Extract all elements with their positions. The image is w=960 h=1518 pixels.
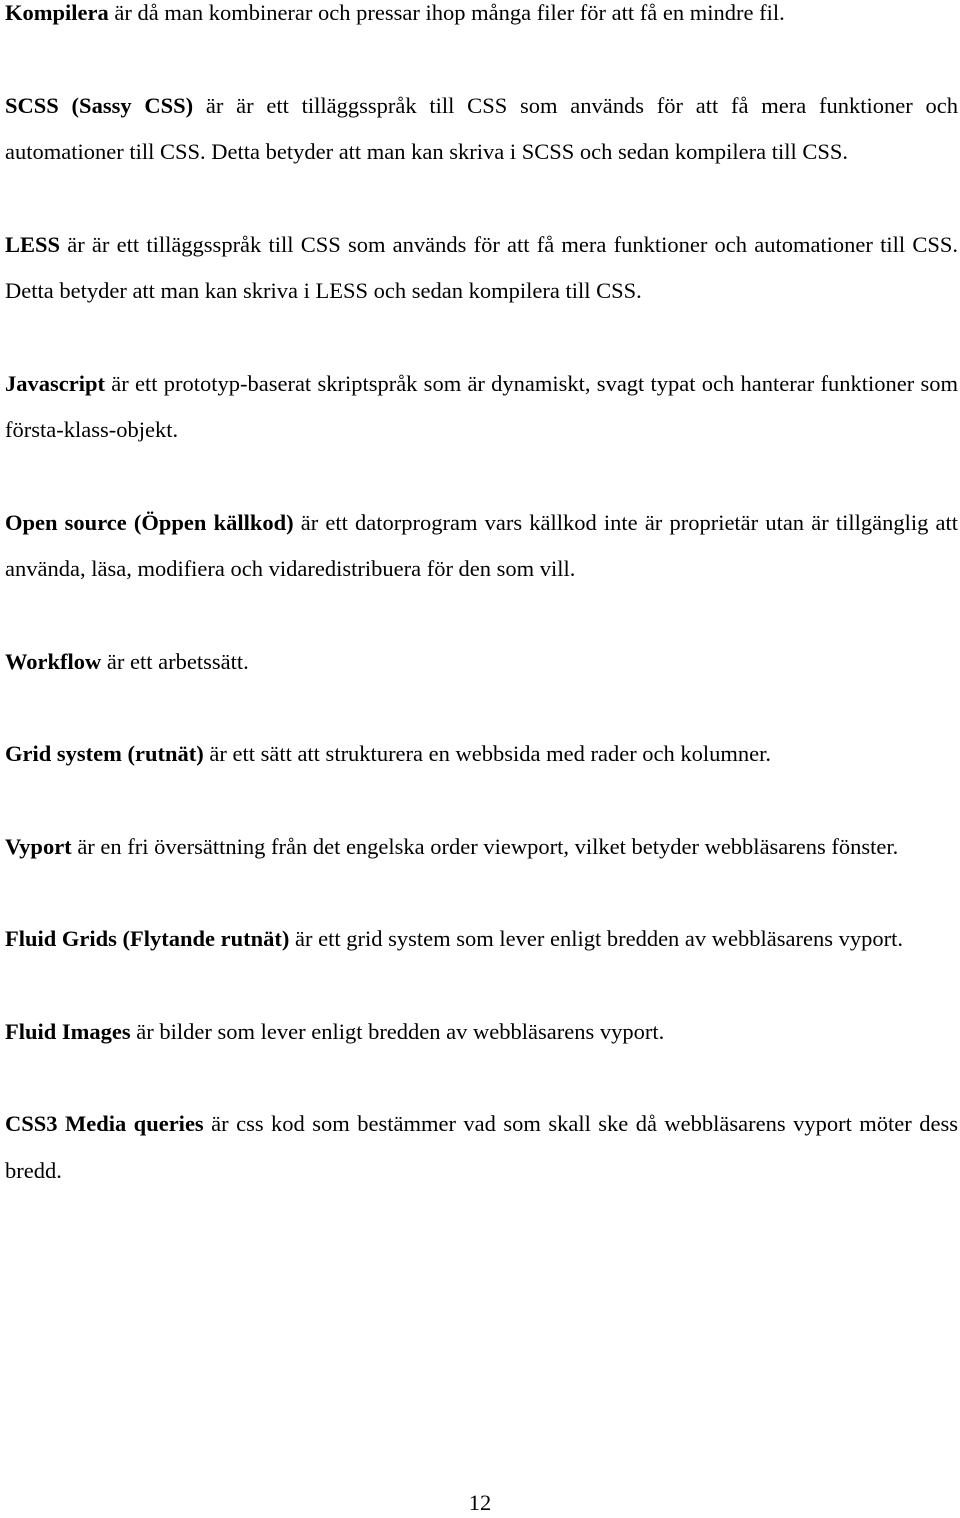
document-page xyxy=(5,0,958,1194)
glossary-entry-workflow xyxy=(5,639,958,686)
glossary-term: Grid system (rutnät) xyxy=(5,741,204,766)
glossary-term: Javascript xyxy=(5,370,105,396)
glossary-definition: är ett arbetssätt. xyxy=(101,648,249,674)
glossary-definition: är är ett tilläggsspråk till CSS som används för att få mera funktioner och automationer till CSS. Detta betyder att man kan skriva i SCSS och sedan kompilera till CSS. xyxy=(5,92,958,164)
glossary-entry-kompilera xyxy=(5,0,958,37)
glossary-definition: är då man kombinerar och pressar ihop många filer för att få en mindre fil. xyxy=(108,0,785,25)
glossary-definition: är ett grid system som lever enligt bredden av webbläsarens vyport. xyxy=(289,926,903,951)
page-number: 12 xyxy=(468,1490,492,1515)
glossary-entry-open-source xyxy=(5,500,958,593)
glossary-entry-less xyxy=(5,222,958,315)
glossary-definition: är en fri översättning från det engelska order viewport, vilket betyder webbläsarens fönster. xyxy=(71,833,899,859)
glossary-term: Vyport xyxy=(5,833,72,859)
glossary-entry-css3-media-queries xyxy=(5,1101,958,1194)
glossary-definition: är css kod som bestämmer vad som skall ske då webbläsarens vyport möter dess bredd. xyxy=(5,1111,958,1183)
glossary-term: Workflow xyxy=(5,648,102,674)
glossary-term: Fluid Images xyxy=(5,1018,131,1044)
glossary-definition: är ett datorprogram vars källkod inte är proprietär utan är tillgänglig att använda, läsa, modifiera och vidaredistribuera för den som vill. xyxy=(5,509,958,581)
glossary-entry-vyport xyxy=(5,824,958,871)
glossary-term: SCSS (Sassy CSS) xyxy=(5,92,194,118)
glossary-term: Fluid Grids (Flytande rutnät) xyxy=(5,926,290,951)
glossary-definition: är ett sätt att strukturera en webbsida med rader och kolumner. xyxy=(203,741,772,766)
glossary-definition: är ett prototyp-baserat skriptspråk som är dynamiskt, svagt typat och hanterar funktioner som första-klass-objekt. xyxy=(5,370,958,442)
glossary-definition: är bilder som lever enligt bredden av webbläsarens vyport. xyxy=(130,1018,665,1044)
glossary-term: Kompilera xyxy=(5,0,109,25)
glossary-definition: är är ett tilläggsspråk till CSS som används för att få mera funktioner och automationer till CSS. Detta betyder att man kan skriva i LESS och sedan kompilera till CSS. xyxy=(5,231,958,303)
glossary-term: CSS3 Media queries xyxy=(5,1111,204,1136)
glossary-entry-fluid-images xyxy=(5,1009,958,1056)
glossary-entry-grid-system xyxy=(5,731,958,778)
glossary-entry-javascript xyxy=(5,361,958,454)
glossary-entry-fluid-grids xyxy=(5,916,958,963)
glossary-term: LESS xyxy=(5,231,61,257)
glossary-entry-scss xyxy=(5,83,958,176)
glossary-term: Open source (Öppen källkod) xyxy=(5,509,294,535)
